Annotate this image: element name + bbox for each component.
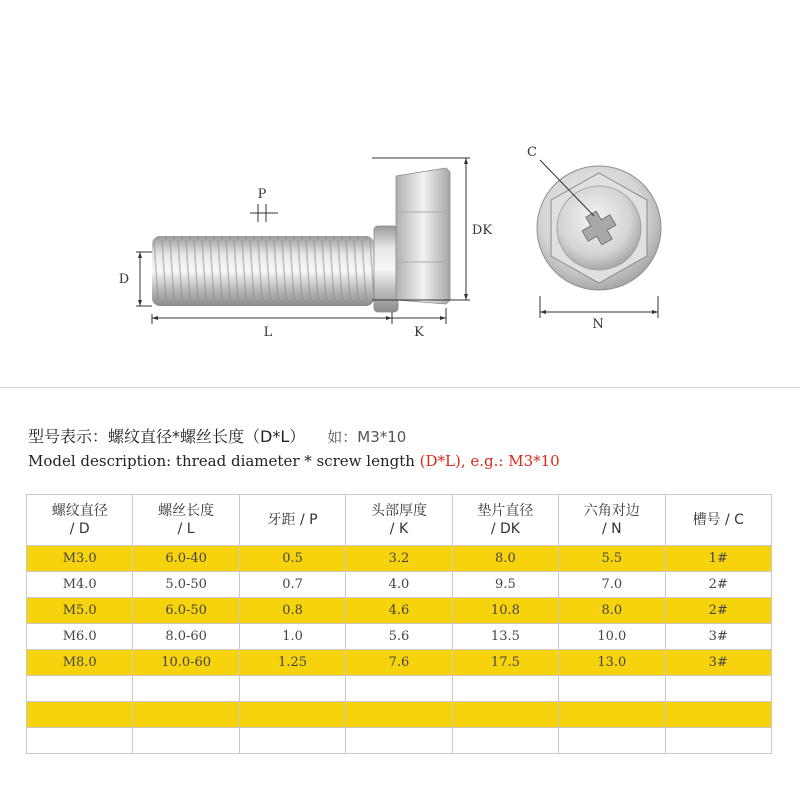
table-cell: 7.0 <box>559 572 665 598</box>
table-cell: 2# <box>665 598 771 624</box>
table-row <box>27 598 772 624</box>
table-cell: 8.0 <box>452 546 558 572</box>
table-cell <box>133 702 239 728</box>
table-cell <box>239 676 345 702</box>
column-header <box>346 495 452 546</box>
model-description-cn <box>28 424 406 447</box>
model-example-cn: 如：M3*10 <box>327 428 407 446</box>
column-header <box>452 495 558 546</box>
table-cell <box>27 728 133 754</box>
table-cell <box>559 676 665 702</box>
table-cell <box>346 728 452 754</box>
table-cell <box>452 676 558 702</box>
table-cell: 6.0-50 <box>133 598 239 624</box>
label-d: D <box>118 272 130 287</box>
model-description-cn-main: 型号表示：螺纹直径*螺丝长度（D*L） <box>28 427 306 446</box>
table-cell: 7.6 <box>346 650 452 676</box>
table-cell <box>27 676 133 702</box>
label-c: C <box>527 145 537 160</box>
table-cell <box>133 728 239 754</box>
table-cell <box>346 676 452 702</box>
column-header <box>559 495 665 546</box>
table-cell: 3# <box>665 650 771 676</box>
table-cell: 3# <box>665 624 771 650</box>
column-header-label: 牙距 / P <box>267 512 318 528</box>
screw-hex-head <box>396 168 450 304</box>
screw-top-view <box>537 166 661 290</box>
table-cell: 10.0-60 <box>133 650 239 676</box>
table-cell: 10.8 <box>452 598 558 624</box>
table-header-row <box>27 495 772 546</box>
column-header-label: 螺纹直径 <box>51 503 108 519</box>
column-header-label: 垫片直径 <box>477 503 534 519</box>
table-cell <box>133 676 239 702</box>
column-header <box>239 495 345 546</box>
table-cell: 4.0 <box>346 572 452 598</box>
model-description-en-text: Model description: thread diameter * screw length <box>28 452 420 470</box>
column-header-unit: / N <box>602 521 622 537</box>
table-cell: 2# <box>665 572 771 598</box>
table-row <box>27 546 772 572</box>
screw-side-view <box>152 168 450 312</box>
screw-threads <box>152 236 374 306</box>
label-k: K <box>414 325 424 340</box>
table-row <box>27 572 772 598</box>
table-cell: 5.6 <box>346 624 452 650</box>
table-row <box>27 624 772 650</box>
table-cell <box>665 728 771 754</box>
table-cell <box>559 728 665 754</box>
column-header-unit: / K <box>389 521 409 537</box>
table-row <box>27 702 772 728</box>
table-cell: M8.0 <box>27 650 133 676</box>
model-description-en <box>28 452 560 470</box>
table-cell <box>452 728 558 754</box>
table-cell: 17.5 <box>452 650 558 676</box>
table-row <box>27 650 772 676</box>
model-example-en: (D*L), e.g.: M3*10 <box>419 452 560 470</box>
column-header <box>665 495 771 546</box>
table-cell <box>559 702 665 728</box>
table-cell: 5.0-50 <box>133 572 239 598</box>
label-l: L <box>263 325 273 340</box>
specification-table <box>26 494 772 754</box>
table-cell: M3.0 <box>27 546 133 572</box>
table-cell: M5.0 <box>27 598 133 624</box>
table-cell: M4.0 <box>27 572 133 598</box>
table-cell: 1# <box>665 546 771 572</box>
table-cell: 1.25 <box>239 650 345 676</box>
table-cell <box>346 702 452 728</box>
table-cell: 1.0 <box>239 624 345 650</box>
label-dk: DK <box>471 223 493 238</box>
screw-diagram <box>0 0 800 380</box>
table-cell: M6.0 <box>27 624 133 650</box>
section-divider <box>0 387 800 388</box>
table-cell: 10.0 <box>559 624 665 650</box>
table-cell: 13.5 <box>452 624 558 650</box>
table-cell: 0.8 <box>239 598 345 624</box>
table-cell: 4.6 <box>346 598 452 624</box>
screw-flange <box>374 226 398 312</box>
column-header-unit: / D <box>69 521 90 537</box>
table-cell: 13.0 <box>559 650 665 676</box>
table-cell <box>665 702 771 728</box>
table-cell: 6.0-40 <box>133 546 239 572</box>
table-cell: 9.5 <box>452 572 558 598</box>
table-cell: 0.7 <box>239 572 345 598</box>
table-body <box>27 546 772 754</box>
table-cell: 3.2 <box>346 546 452 572</box>
table-cell: 8.0 <box>559 598 665 624</box>
column-header-label: 螺丝长度 <box>158 503 215 519</box>
table-cell <box>239 728 345 754</box>
column-header <box>133 495 239 546</box>
table-cell <box>665 676 771 702</box>
column-header-label: 头部厚度 <box>370 503 427 519</box>
table-cell: 0.5 <box>239 546 345 572</box>
table-row <box>27 728 772 754</box>
column-header <box>27 495 133 546</box>
label-n: N <box>592 317 604 332</box>
table-cell: 5.5 <box>559 546 665 572</box>
table-cell <box>452 702 558 728</box>
table-row <box>27 676 772 702</box>
table-cell <box>239 702 345 728</box>
table-cell <box>27 702 133 728</box>
column-header-label: 槽号 / C <box>692 512 744 528</box>
table-cell: 8.0-60 <box>133 624 239 650</box>
label-p: P <box>257 187 267 202</box>
column-header-unit: / L <box>177 521 195 537</box>
column-header-unit: / DK <box>490 521 520 537</box>
column-header-label: 六角对边 <box>583 503 640 519</box>
